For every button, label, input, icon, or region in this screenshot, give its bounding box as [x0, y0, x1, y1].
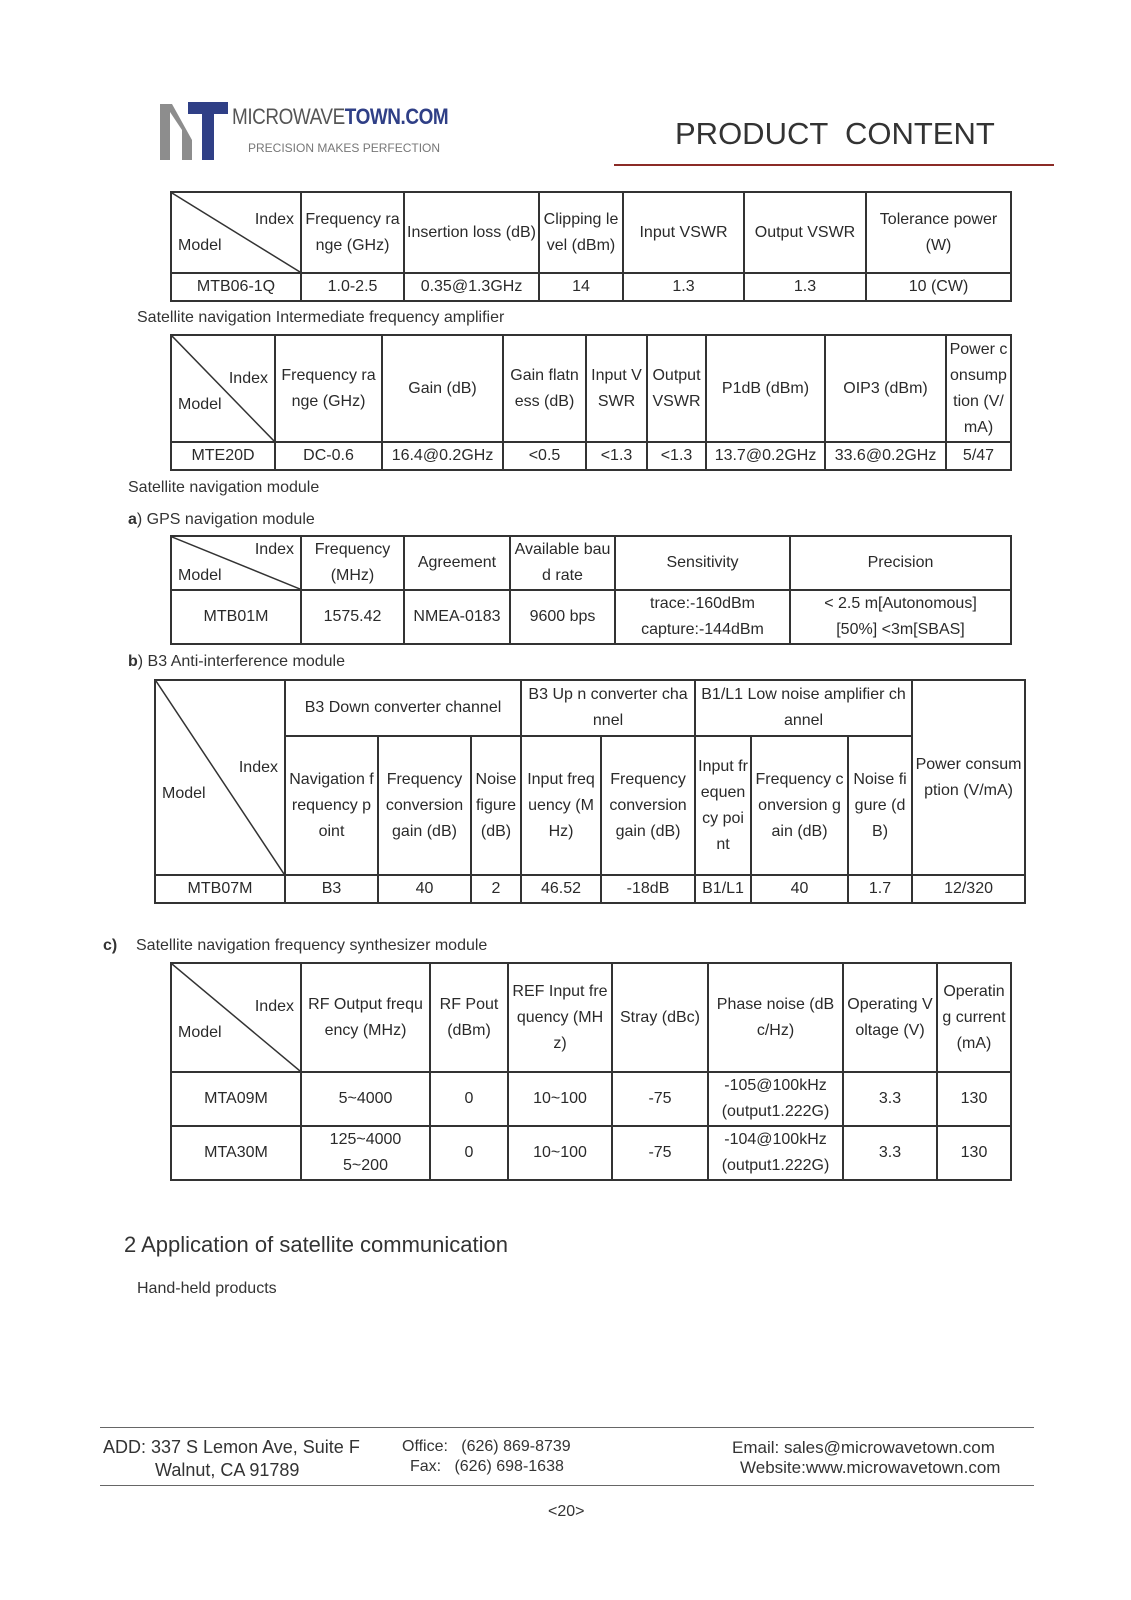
header-cell: Noise figure (dB): [848, 736, 912, 875]
header-cell: Agreement: [404, 536, 510, 590]
table-cell: 16.4@0.2GHz: [382, 442, 503, 470]
header-cell: Frequency conversion gain (dB): [378, 736, 471, 875]
section-subheading: Hand-held products: [137, 1280, 277, 1297]
cell-line: 125~4000: [329, 1131, 402, 1148]
caption-gps-module: [128, 511, 315, 529]
header-rule: [614, 164, 1054, 166]
table-cell: MTA30M: [171, 1126, 301, 1180]
table-cell: -75: [612, 1072, 708, 1126]
header-cell: Power consumption (V/mA): [912, 680, 1025, 875]
table-cell: MTA09M: [171, 1072, 301, 1126]
table-cell: 1.0-2.5: [301, 273, 404, 301]
table-cell: MTE20D: [171, 442, 275, 470]
cell-line: 5~200: [343, 1157, 388, 1174]
footer-website: Website:www.microwavetown.com: [740, 1458, 1001, 1477]
cell-line: -105@100kHz: [724, 1077, 827, 1094]
caption-if-amplifier: Satellite navigation Intermediate frequency amplifier: [137, 309, 505, 326]
header-cell: Sensitivity: [615, 536, 790, 590]
corner-cell: [171, 335, 275, 442]
footer-email: Email: sales@microwavetown.com: [732, 1438, 995, 1457]
spec-table-mte20d: [170, 334, 1012, 471]
table-cell: -18dB: [601, 875, 695, 903]
footer-address-line-2: Walnut, CA 91789: [155, 1460, 300, 1480]
table-cell: 3.3: [843, 1126, 937, 1180]
group-header: B3 Down converter channel: [285, 680, 521, 736]
table-cell: 3.3: [843, 1072, 937, 1126]
table-cell: [708, 1072, 843, 1126]
header-cell: Tolerance power (W): [866, 192, 1011, 273]
table-cell: 13.7@0.2GHz: [706, 442, 825, 470]
table-cell: [615, 590, 790, 644]
corner-index: Index: [238, 759, 278, 776]
header-cell: REF Input frequency (MHz): [508, 963, 612, 1072]
caption-letter: c): [103, 937, 118, 954]
table-cell: 33.6@0.2GHz: [825, 442, 946, 470]
cell-line: 5~4000: [338, 1090, 393, 1107]
table-cell: 1.3: [744, 273, 866, 301]
footer-fax: Fax: (626) 698-1638: [410, 1458, 564, 1475]
table-cell: 40: [751, 875, 848, 903]
table-cell: 10 (CW): [866, 273, 1011, 301]
logo-mt-mark-icon: [158, 100, 230, 162]
header-cell: Insertion loss (dB): [404, 192, 539, 273]
page-title: PRODUCT CONTENT: [675, 116, 995, 151]
header-cell: P1dB (dBm): [706, 335, 825, 442]
cell-line: capture:-144dBm: [641, 621, 764, 638]
cell-line: < 2.5 m[Autonomous]: [824, 595, 977, 612]
header-cell: Stray (dBc): [612, 963, 708, 1072]
table-cell: [301, 1126, 430, 1180]
header-cell: Frequency (MHz): [301, 536, 404, 590]
table-cell: 1.7: [848, 875, 912, 903]
header-cell: Clipping level (dBm): [539, 192, 623, 273]
cell-line: trace:-160dBm: [650, 595, 755, 612]
table-cell: [790, 590, 1011, 644]
section-heading: 2 Application of satellite communication: [124, 1232, 508, 1257]
table-row: [171, 442, 1011, 470]
logo-tagline: PRECISION MAKES PERFECTION: [248, 141, 441, 155]
corner-cell: [171, 536, 301, 590]
caption-text: ) B3 Anti-interference module: [137, 653, 345, 670]
header-cell: Frequency range (GHz): [301, 192, 404, 273]
footer-rule-top: [100, 1427, 1034, 1428]
header-cell: Output VSWR: [647, 335, 706, 442]
header-cell: Operating current (mA): [937, 963, 1011, 1072]
footer-rule-bottom: [100, 1485, 1034, 1486]
corner-index: Index: [254, 998, 294, 1015]
caption-letter: b: [128, 653, 138, 670]
table-cell: <0.5: [503, 442, 586, 470]
corner-model: Model: [178, 1024, 222, 1041]
table-cell: 1575.42: [301, 590, 404, 644]
header-cell: Output VSWR: [744, 192, 866, 273]
header-cell: Frequency range (GHz): [275, 335, 382, 442]
cell-line: [50%] <3m[SBAS]: [836, 621, 965, 638]
table-cell: B3: [285, 875, 378, 903]
table-cell: B1/L1: [695, 875, 751, 903]
corner-index: Index: [254, 211, 294, 228]
spec-table-mtb07m: [154, 679, 1026, 904]
corner-cell: [155, 680, 285, 875]
header-cell: Frequency conversion gain (dB): [601, 736, 695, 875]
header-cell: Input frequency (MHz): [521, 736, 601, 875]
spec-table-synthesizer: [170, 962, 1012, 1181]
table-cell: [301, 1072, 430, 1126]
table-cell: 130: [937, 1126, 1011, 1180]
table-cell: 10~100: [508, 1072, 612, 1126]
table-cell: MTB07M: [155, 875, 285, 903]
header-cell: Input VSWR: [623, 192, 744, 273]
footer-address-line-1: ADD: 337 S Lemon Ave, Suite F: [103, 1437, 360, 1457]
table-cell: <1.3: [586, 442, 647, 470]
table-cell: <1.3: [647, 442, 706, 470]
header-cell: Navigation frequency point: [285, 736, 378, 875]
corner-index: Index: [254, 541, 294, 558]
header-cell: Frequency conversion gain (dB): [751, 736, 848, 875]
header-cell: Operating Voltage (V): [843, 963, 937, 1072]
table-row: [171, 1126, 1011, 1180]
header-cell: Input frequency point: [695, 736, 751, 875]
spec-table-mtb06: [170, 191, 1012, 302]
table-cell: [708, 1126, 843, 1180]
table-row: [171, 590, 1011, 644]
corner-model: Model: [178, 396, 222, 413]
header-cell: RF Output frequency (MHz): [301, 963, 430, 1072]
table-cell: MTB06-1Q: [171, 273, 301, 301]
table-row: [171, 273, 1011, 301]
caption-synth-module: [103, 937, 487, 955]
spec-table-mtb01m: [170, 535, 1012, 645]
table-cell: 2: [471, 875, 521, 903]
caption-b3-module: [128, 653, 345, 671]
footer-office-phone: Office: (626) 869-8739: [402, 1438, 571, 1455]
group-header: B3 Up n converter channel: [521, 680, 695, 736]
caption-letter: a: [128, 511, 137, 528]
header-cell: OIP3 (dBm): [825, 335, 946, 442]
header-cell: Noise figure (dB): [471, 736, 521, 875]
caption-text: Satellite navigation frequency synthesizer module: [136, 937, 488, 954]
table-cell: 10~100: [508, 1126, 612, 1180]
corner-index: Index: [228, 370, 268, 387]
table-cell: 0.35@1.3GHz: [404, 273, 539, 301]
table-cell: 12/320: [912, 875, 1025, 903]
page-number: <20>: [548, 1503, 585, 1520]
logo: [158, 100, 448, 164]
table-cell: MTB01M: [171, 590, 301, 644]
table-cell: 14: [539, 273, 623, 301]
header-cell: Gain (dB): [382, 335, 503, 442]
logo-brand-a: MICROWAVE: [232, 104, 345, 129]
corner-model: Model: [162, 785, 206, 802]
table-row: [155, 875, 1025, 903]
table-cell: DC-0.6: [275, 442, 382, 470]
table-row: [171, 1072, 1011, 1126]
table-cell: 0: [430, 1126, 508, 1180]
table-cell: 9600 bps: [510, 590, 615, 644]
cell-line: (output1.222G): [721, 1157, 830, 1174]
table-cell: NMEA-0183: [404, 590, 510, 644]
table-cell: 46.52: [521, 875, 601, 903]
header-cell: Power consumption (V/mA): [946, 335, 1011, 442]
caption-nav-module: Satellite navigation module: [128, 479, 320, 496]
cell-line: -104@100kHz: [724, 1131, 827, 1148]
header-cell: Precision: [790, 536, 1011, 590]
header-cell: Available baud rate: [510, 536, 615, 590]
header-cell: Phase noise (dBc/Hz): [708, 963, 843, 1072]
header-cell: Input VSWR: [586, 335, 647, 442]
table-cell: -75: [612, 1126, 708, 1180]
table-cell: 5/47: [946, 442, 1011, 470]
header-cell: RF Pout (dBm): [430, 963, 508, 1072]
table-cell: 40: [378, 875, 471, 903]
group-header: B1/L1 Low noise amplifier channel: [695, 680, 912, 736]
corner-cell: [171, 963, 301, 1072]
corner-model: Model: [178, 237, 222, 254]
header-cell: Gain flatness (dB): [503, 335, 586, 442]
corner-cell: [171, 192, 301, 273]
cell-line: (output1.222G): [721, 1103, 830, 1120]
table-cell: 1.3: [623, 273, 744, 301]
table-cell: 0: [430, 1072, 508, 1126]
caption-text: ) GPS navigation module: [136, 511, 315, 528]
table-cell: 130: [937, 1072, 1011, 1126]
corner-model: Model: [178, 567, 222, 584]
logo-brand-b: TOWN.COM: [344, 104, 449, 129]
